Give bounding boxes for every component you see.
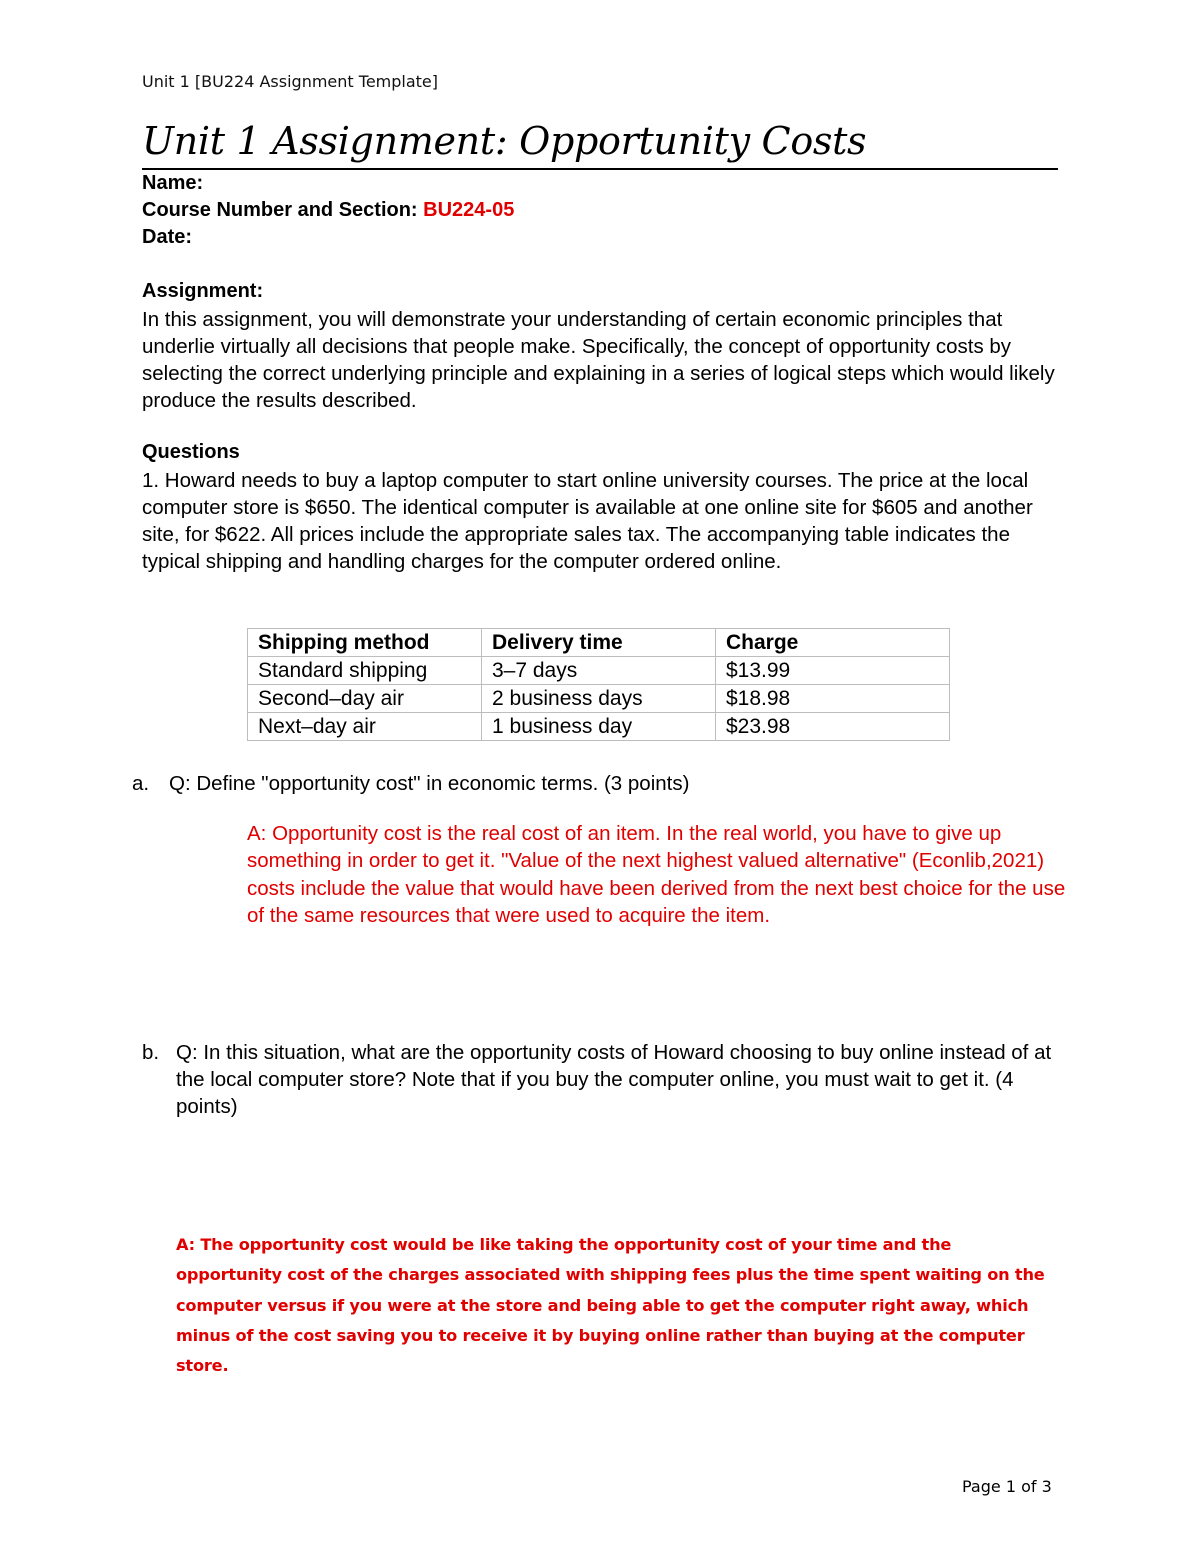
shipping-table — [247, 628, 950, 741]
course-value: BU224-05 — [423, 199, 515, 221]
table-header-row — [248, 629, 950, 657]
part-b-answer: A: The opportunity cost would be like taking the opportunity cost of your time and the opportunity cost of the charges associated with shipping fees plus the time spent waiting on the computer versus if you were at the store and being able to get the computer right away, which minus of the cost saving you to receive it by buying online rather than buying at the computer store. — [176, 1235, 1045, 1376]
table-header-cell: Charge — [716, 629, 950, 657]
name-label: Name: — [142, 172, 204, 194]
date-field — [142, 224, 192, 251]
date-label: Date: — [142, 226, 193, 248]
questions-heading: Questions — [142, 441, 240, 463]
name-field — [142, 170, 203, 197]
table-cell: Next–day air — [248, 713, 482, 741]
table-row — [248, 713, 950, 741]
course-label: Course Number and Section: — [142, 199, 418, 221]
question-1-text: 1. Howard needs to buy a laptop computer to start online university courses. The price at the local computer store is $650. The identical computer is available at one online site for $605 and another site, for $622. All prices include the appropriate sales tax. The accompanying table indicates the typical shipping and handling charges for the computer ordered online. — [142, 469, 1033, 573]
part-a-question: Q: Define "opportunity cost" in economic terms. (3 points) — [169, 772, 690, 795]
table-cell: $23.98 — [716, 713, 950, 741]
course-field — [142, 197, 514, 224]
table-cell: 2 business days — [482, 685, 716, 713]
part-a-answer: A: Opportunity cost is the real cost of an item. In the real world, you have to give up something in order to get it. "Value of the next highest valued alternative" (Econlib,2021) costs include the value that would have been derived from the next best choice for the use of the same resources that were used to acquire the item. — [247, 822, 1066, 928]
table-header-cell: Delivery time — [482, 629, 716, 657]
table-cell: Standard shipping — [248, 657, 482, 685]
table-cell: Second–day air — [248, 685, 482, 713]
document-header: Unit 1 [BU224 Assignment Template] — [142, 72, 439, 91]
document-title: Unit 1 Assignment: Opportunity Costs — [142, 116, 1058, 170]
assignment-body: In this assignment, you will demonstrate your understanding of certain economic principles that underlie virtually all decisions that people make. Specifically, the concept of opportunity costs by selecting the correct underlying principle and explaining in a series of logical steps which would likely produce the results described. — [142, 308, 1055, 412]
table-cell: $18.98 — [716, 685, 950, 713]
assignment-heading: Assignment: — [142, 280, 264, 302]
part-b-question: Q: In this situation, what are the opportunity costs of Howard choosing to buy online instead of at the local computer store? Note that if you buy the computer online, you must wait to get it. (4 points) — [176, 1041, 1052, 1118]
table-row — [248, 657, 950, 685]
part-b-label: b. — [142, 1041, 160, 1064]
part-a-label: a. — [132, 772, 150, 795]
table-row — [248, 685, 950, 713]
table-cell: $13.99 — [716, 657, 950, 685]
table-cell: 3–7 days — [482, 657, 716, 685]
table-header-cell: Shipping method — [248, 629, 482, 657]
page-number: Page 1 of 3 — [962, 1477, 1052, 1496]
table-cell: 1 business day — [482, 713, 716, 741]
